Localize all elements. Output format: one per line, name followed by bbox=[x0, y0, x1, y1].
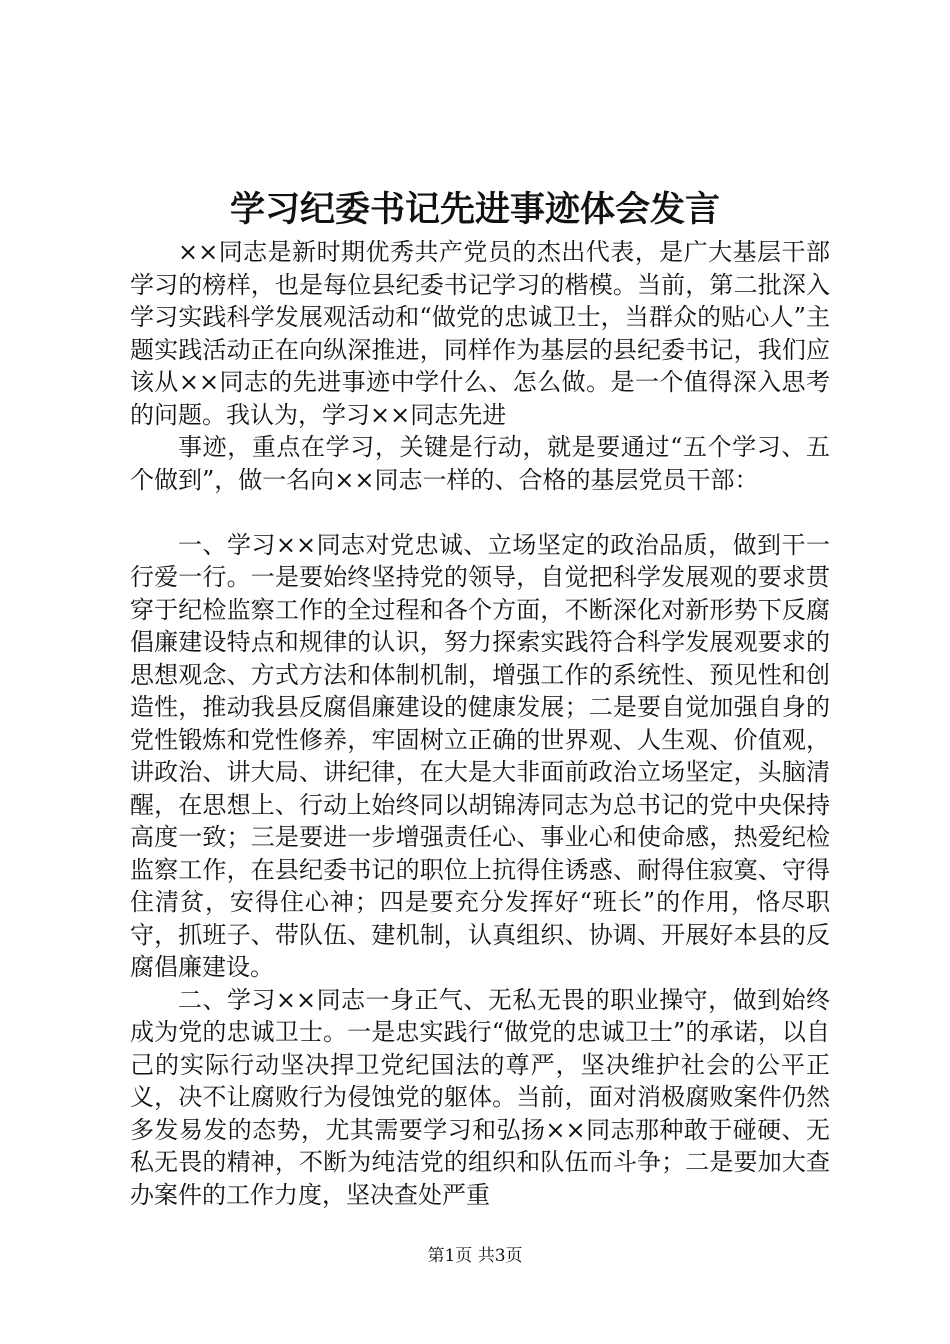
page-number-footer: 第1页 共3页 bbox=[427, 1246, 523, 1266]
paragraph-intro: ××同志是新时期优秀共产党员的杰出代表，是广大基层干部学习的榜样，也是每位县纪委书记学习的楷模。当前，第二批深入学习实践科学发展观活动和“做党的忠诚卫士，当群众的贴心人”主题实践活动正在向纵深推进，同样作为基层的县纪委书记，我们应该从××同志的先进事迹中学什么、怎么做。是一个值得深入思考的问题。我认为，学习××同志先进 bbox=[130, 238, 830, 429]
paragraph-five-learnings: 事迹，重点在学习，关键是行动，就是要通过“五个学习、五个做到”，做一名向××同志一样的、合格的基层党员干部： bbox=[130, 433, 830, 494]
paragraph-section-two: 二、学习××同志一身正气、无私无畏的职业操守，做到始终成为党的忠诚卫士。一是忠实践行“做党的忠诚卫士”的承诺，以自己的实际行动坚决捍卫党纪国法的尊严，坚决维护社会的公平正义，决不让腐败行为侵蚀党的躯体。当前，面对消极腐败案件仍然多发易发的态势，尤其需要学习和弘扬××同志那种敢于碰硬、无私无畏的精神，不断为纯洁党的组织和队伍而斗争；二是要加大查办案件的工作力度，坚决查处严重 bbox=[130, 985, 830, 1209]
paragraph-section-one: 一、学习××同志对党忠诚、立场坚定的政治品质，做到干一行爱一行。一是要始终坚持党的领导，自觉把科学发展观的要求贯穿于纪检监察工作的全过程和各个方面，不断深化对新形势下反腐倡廉建设特点和规律的认识，努力探索实践符合科学发展观要求的思想观念、方式方法和体制机制，增强工作的系统性、预见性和创造性，推动我县反腐倡廉建设的健康发展；二是要自觉加强自身的党性锻炼和党性修养，牢固树立正确的世界观、人生观、价值观，讲政治、讲大局、讲纪律，在大是大非面前政治立场坚定，头脑清醒，在思想上、行动上始终同以胡锦涛同志为总书记的党中央保持高度一致；三是要进一步增强责任心、事业心和使命感，热爱纪检监察工作，在县纪委书记的职位上抗得住诱惑、耐得住寂寞、守得住清贫，安得住心神；四是要充分发挥好“班长”的作用，恪尽职守，抓班子、带队伍、建机制，认真组织、协调、开展好本县的反腐倡廉建设。 bbox=[130, 530, 830, 981]
document-title: 学习纪委书记先进事迹体会发言 bbox=[229, 189, 720, 230]
document-body bbox=[130, 236, 830, 1211]
